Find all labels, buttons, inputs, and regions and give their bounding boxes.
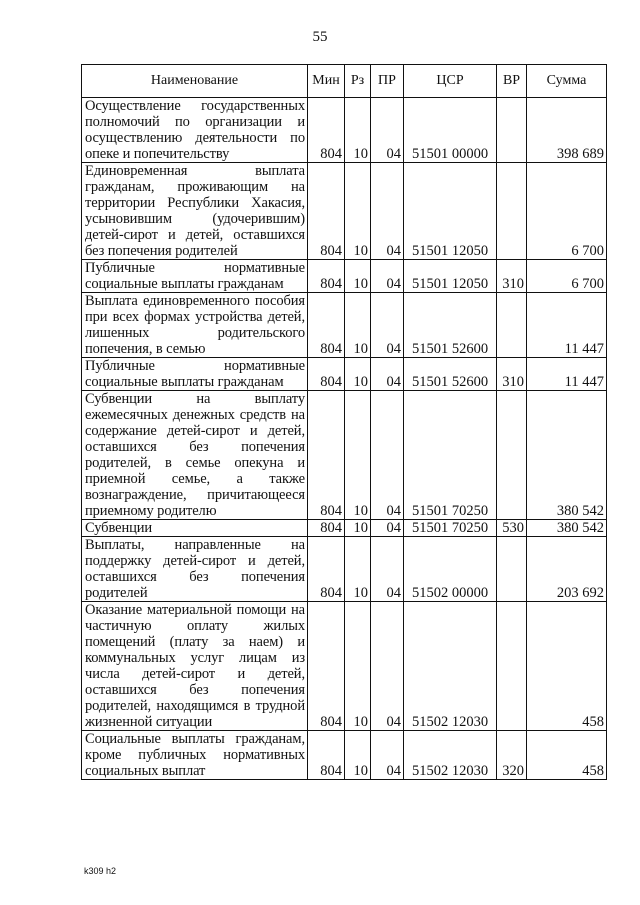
- row-csr: 51501 12050: [404, 163, 497, 260]
- header-rz: Рз: [345, 65, 371, 98]
- row-min: 804: [308, 602, 345, 731]
- row-sum: 203 692: [527, 537, 607, 602]
- row-rz: 10: [345, 358, 371, 391]
- row-name: Единовременная выплата гражданам, проживающим на территории Республики Хакасия, усыновившим (удочерившим) детей-сирот и детей, оставшихся без попечения родителей: [82, 163, 308, 260]
- header-min: Мин: [308, 65, 345, 98]
- header-name: Наименование: [82, 65, 308, 98]
- row-name: Субвенции на выплату ежемесячных денежных средств на содержание детей-сирот и детей, оставшихся без попечения родителей, в семье опекуна и приемной семье, а также вознаграждение, причитающееся приемному родителю: [82, 391, 308, 520]
- row-pr: 04: [371, 260, 404, 293]
- row-pr: 04: [371, 602, 404, 731]
- row-vr: [497, 537, 527, 602]
- table-row: [82, 293, 607, 358]
- row-name: Публичные нормативные социальные выплаты гражданам: [82, 358, 308, 391]
- table-row: [82, 520, 607, 537]
- header-sum: Сумма: [527, 65, 607, 98]
- header-vr: ВР: [497, 65, 527, 98]
- row-pr: 04: [371, 520, 404, 537]
- row-name: Субвенции: [82, 520, 308, 537]
- table-header-row: [82, 65, 607, 98]
- row-rz: 10: [345, 520, 371, 537]
- table-row: [82, 391, 607, 520]
- row-min: 804: [308, 537, 345, 602]
- row-csr: 51501 70250: [404, 391, 497, 520]
- row-pr: 04: [371, 358, 404, 391]
- row-pr: 04: [371, 731, 404, 780]
- row-min: 804: [308, 731, 345, 780]
- row-sum: 398 689: [527, 98, 607, 163]
- row-csr: 51501 70250: [404, 520, 497, 537]
- table-row: [82, 358, 607, 391]
- row-pr: 04: [371, 391, 404, 520]
- row-sum: 458: [527, 731, 607, 780]
- row-rz: 10: [345, 602, 371, 731]
- row-name: Социальные выплаты гражданам, кроме публичных нормативных социальных выплат: [82, 731, 308, 780]
- row-name: Оказание материальной помощи на частичную оплату жилых помещений (плату за наем) и коммунальных услуг лицам из числа детей-сирот и детей, оставшихся без попечения родителей, находящимся в трудной жизненной ситуации: [82, 602, 308, 731]
- row-sum: 11 447: [527, 293, 607, 358]
- row-rz: 10: [345, 293, 371, 358]
- row-pr: 04: [371, 163, 404, 260]
- row-min: 804: [308, 520, 345, 537]
- row-rz: 10: [345, 163, 371, 260]
- row-min: 804: [308, 98, 345, 163]
- row-name: Осуществление государственных полномочий по организации и осуществлению деятельности по опеке и попечительству: [82, 98, 308, 163]
- table-row: [82, 731, 607, 780]
- row-vr: 310: [497, 358, 527, 391]
- row-vr: 320: [497, 731, 527, 780]
- row-rz: 10: [345, 537, 371, 602]
- row-sum: 6 700: [527, 163, 607, 260]
- table-row: [82, 163, 607, 260]
- row-vr: [497, 602, 527, 731]
- row-min: 804: [308, 391, 345, 520]
- row-csr: 51502 12030: [404, 731, 497, 780]
- row-vr: [497, 391, 527, 520]
- row-csr: 51502 12030: [404, 602, 497, 731]
- row-pr: 04: [371, 293, 404, 358]
- row-sum: 380 542: [527, 520, 607, 537]
- row-name: Выплата единовременного пособия при всех формах устройства детей, лишенных родительского попечения, в семью: [82, 293, 308, 358]
- row-name: Публичные нормативные социальные выплаты гражданам: [82, 260, 308, 293]
- row-vr: 310: [497, 260, 527, 293]
- row-pr: 04: [371, 537, 404, 602]
- row-csr: 51502 00000: [404, 537, 497, 602]
- table-row: [82, 602, 607, 731]
- row-csr: 51501 00000: [404, 98, 497, 163]
- row-vr: [497, 293, 527, 358]
- row-min: 804: [308, 358, 345, 391]
- footer-code: k309 h2: [84, 866, 117, 876]
- row-pr: 04: [371, 98, 404, 163]
- row-sum: 6 700: [527, 260, 607, 293]
- row-rz: 10: [345, 260, 371, 293]
- row-vr: [497, 163, 527, 260]
- row-rz: 10: [345, 731, 371, 780]
- row-sum: 458: [527, 602, 607, 731]
- page-number: 55: [312, 29, 328, 45]
- row-sum: 380 542: [527, 391, 607, 520]
- row-csr: 51501 52600: [404, 293, 497, 358]
- header-csr: ЦСР: [404, 65, 497, 98]
- header-pr: ПР: [371, 65, 404, 98]
- row-vr: [497, 98, 527, 163]
- row-name: Выплаты, направленные на поддержку детей-сирот и детей, оставшихся без попечения родителей: [82, 537, 308, 602]
- row-min: 804: [308, 163, 345, 260]
- row-csr: 51501 12050: [404, 260, 497, 293]
- table-row: [82, 98, 607, 163]
- table-row: [82, 260, 607, 293]
- row-min: 804: [308, 260, 345, 293]
- row-min: 804: [308, 293, 345, 358]
- table-row: [82, 537, 607, 602]
- row-csr: 51501 52600: [404, 358, 497, 391]
- budget-table: [81, 64, 607, 780]
- row-sum: 11 447: [527, 358, 607, 391]
- row-vr: 530: [497, 520, 527, 537]
- row-rz: 10: [345, 98, 371, 163]
- row-rz: 10: [345, 391, 371, 520]
